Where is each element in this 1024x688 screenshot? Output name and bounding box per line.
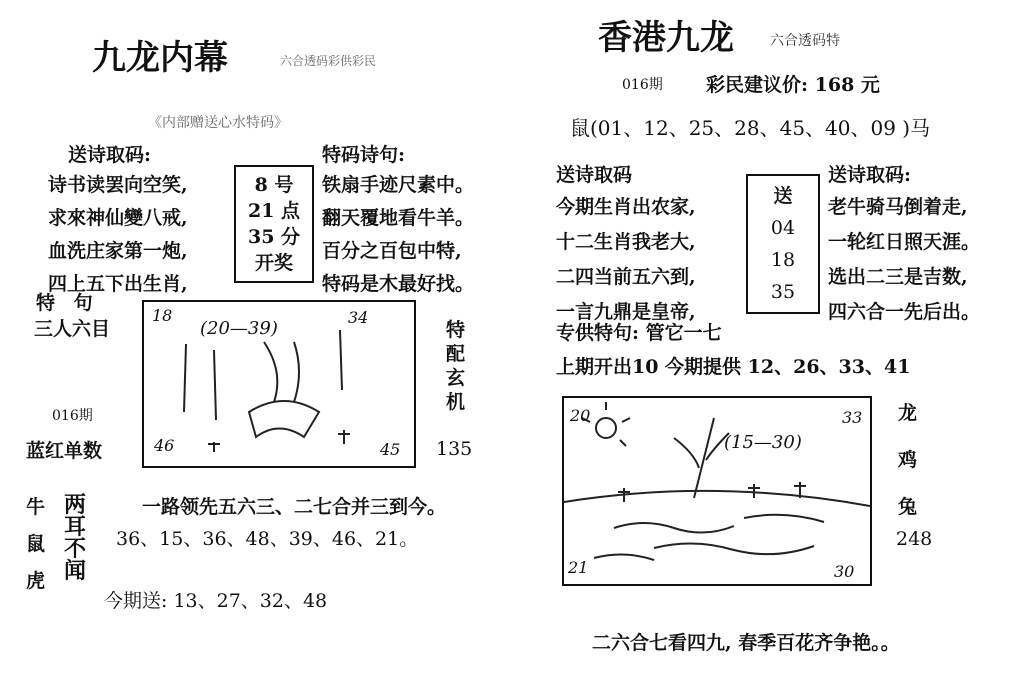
left-color-hint: 蓝红单数 — [26, 440, 103, 462]
right-title-subtitle: 六合透码特 — [770, 33, 840, 49]
right-send-box-item: 04 — [770, 217, 796, 239]
left-tema-line: 百分之百包中特, — [322, 240, 462, 262]
right-drawing — [562, 396, 872, 586]
left-right-vertical-text: 特配玄机 — [446, 319, 466, 413]
right-side-zodiac-item: 兔 — [898, 496, 918, 518]
right-poem-line: 十二生肖我老大, — [556, 231, 696, 253]
left-special-value: 三人六目 — [34, 318, 111, 340]
left-right-number: 135 — [436, 438, 473, 460]
left-poem-line: 四上五下出生肖, — [48, 273, 188, 295]
left-drawing-label-tl: 18 — [152, 306, 173, 325]
right-poem-line: 二四当前五六到, — [556, 266, 696, 288]
right-drawing-label-br: 30 — [834, 562, 855, 581]
left-tema-line: 特码是木最好找。 — [322, 273, 475, 295]
right-drawing-sketch — [564, 398, 870, 584]
left-today-send: 今期送: 13、27、32、48 — [104, 590, 328, 612]
left-drawing-label-bl: 46 — [154, 436, 175, 455]
right-bottom-line: 二六合七看四九, 春季百花齐争艳。。 — [592, 632, 900, 654]
left-special-label: 特 句 — [36, 292, 99, 314]
right-side-zodiac-item: 龙 — [898, 402, 918, 424]
right-poem-line: 今期生肖出农家, — [556, 196, 696, 218]
right-drawing-label-tl: 20 — [570, 406, 591, 425]
left-issue: 016期 — [52, 408, 93, 424]
left-poem-line: 求來神仙變八戒, — [48, 207, 188, 229]
left-zodiac: 牛 — [26, 496, 46, 518]
right-poem-line: 四六合一先后出。 — [828, 301, 981, 323]
left-time-box-line: 21 点 — [247, 200, 301, 222]
right-price: 彩民建议价: 168 元 — [706, 74, 880, 96]
left-title: 九龙内幕 — [92, 38, 228, 78]
left-inner-note: 《内部赠送心水特码》 — [148, 115, 288, 131]
right-drawing-label-bl: 21 — [568, 558, 589, 577]
right-send-box-item: 35 — [770, 281, 796, 303]
right-special: 专供特句: 管它一七 — [556, 322, 722, 344]
right-poem-line: 一轮红日照天涯。 — [828, 231, 981, 253]
right-drawing-label-tr: 33 — [842, 408, 863, 427]
left-tema-header: 特码诗句: — [322, 144, 406, 166]
right-poem-header-right: 送诗取码: — [828, 164, 912, 186]
left-idiom: 两耳不闻 — [64, 492, 87, 584]
left-drawing — [142, 300, 416, 468]
left-right-vertical — [446, 318, 468, 414]
left-poem-line: 血洗庄家第一炮, — [48, 240, 188, 262]
left-zodiac: 虎 — [26, 570, 46, 592]
left-phrase: 一路领先五六三、二七合并三到今。 — [142, 496, 447, 518]
right-shu-line: 鼠(01、12、25、28、45、40、09 )马 — [570, 116, 931, 140]
left-time-box-line: 35 分 — [247, 226, 301, 248]
left-zodiac-col — [26, 492, 45, 593]
left-title-subtitle: 六合透码彩供彩民 — [280, 54, 377, 68]
left-drawing-sketch — [144, 302, 414, 466]
left-zodiac: 鼠 — [26, 533, 46, 555]
right-poem-lines-right — [828, 192, 980, 324]
right-send-box-item: 18 — [770, 249, 796, 271]
right-poem-line: 老牛骑马倒着走, — [828, 196, 968, 218]
left-time-box-line: 8 号 — [254, 174, 294, 196]
right-poem-lines-left — [556, 192, 696, 324]
left-drawing-label-br: 45 — [380, 440, 401, 459]
right-poem-line: 一言九鼎是皇帝, — [556, 301, 696, 323]
left-numbers: 36、15、36、48、39、46、21。 — [116, 528, 419, 550]
left-poem-line: 诗书读罢向空笑, — [48, 174, 188, 196]
right-drawing-range: (15—30) — [724, 432, 802, 453]
right-issue: 016期 — [622, 77, 663, 93]
left-tema-line: 翻天覆地看牛羊。 — [322, 207, 475, 229]
right-title: 香港九龙 — [598, 18, 734, 58]
right-side-number: 248 — [896, 528, 933, 550]
left-drawing-label-tr: 34 — [348, 308, 369, 327]
left-time-box-line: 开奖 — [254, 252, 293, 274]
right-send-box — [746, 174, 820, 314]
right-send-box-item: 送 — [773, 185, 793, 207]
left-drawing-range: (20—39) — [200, 318, 278, 339]
left-tema-lines — [322, 170, 474, 296]
left-poem-lines — [48, 170, 188, 296]
left-poem-header: 送诗取码: — [68, 144, 152, 166]
right-side-zodiac — [898, 398, 917, 519]
right-last-issue: 上期开出10 今期提供 12、26、33、41 — [556, 356, 911, 378]
left-time-box — [234, 165, 314, 283]
right-side-zodiac-item: 鸡 — [898, 449, 918, 471]
left-tema-line: 铁扇手迹尺素中。 — [322, 174, 475, 196]
right-poem-line: 选出二三是吉数, — [828, 266, 968, 288]
right-poem-header-left: 送诗取码 — [556, 164, 633, 186]
